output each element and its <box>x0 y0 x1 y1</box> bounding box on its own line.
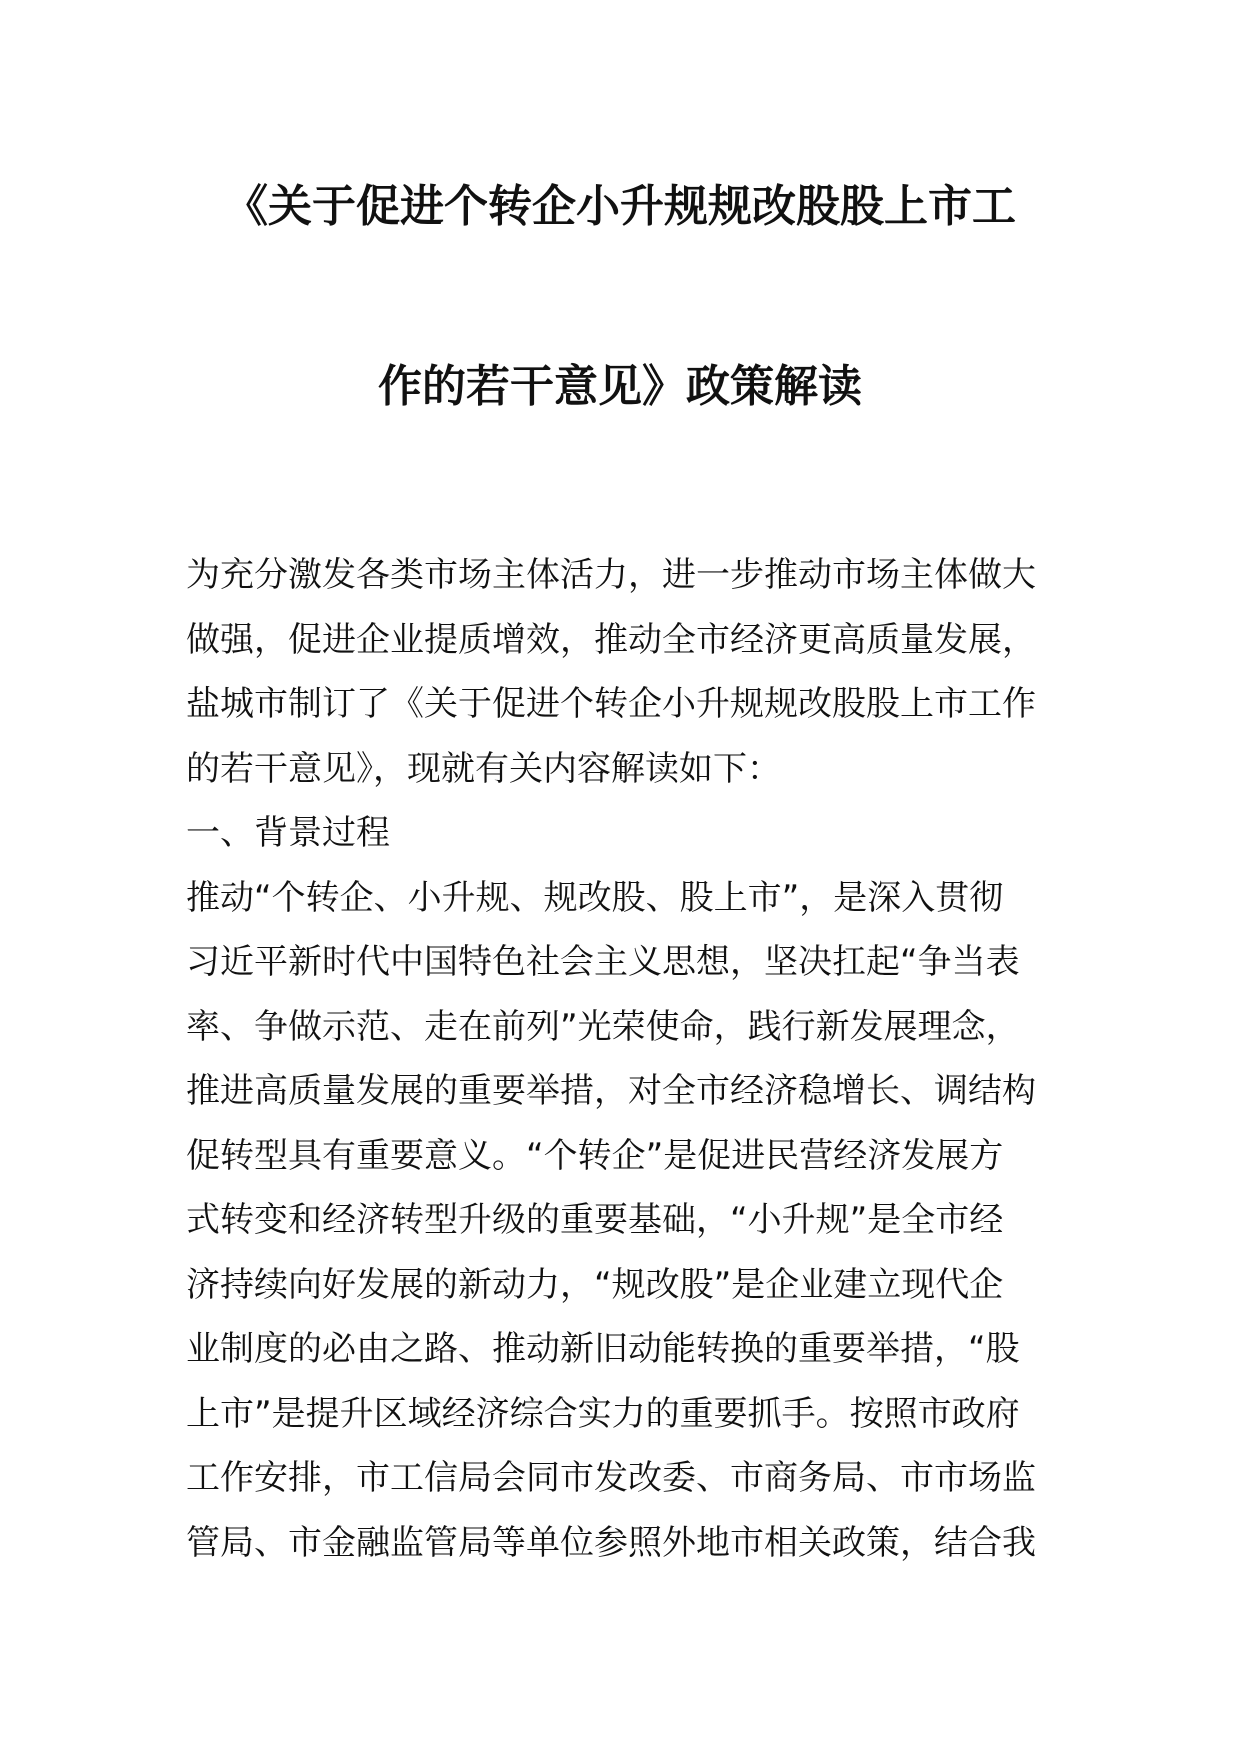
body-line: 习近平新时代中国特色社会主义思想，坚决扛起“争当表 <box>186 942 1020 982</box>
body-line: 推进高质量发展的重要举措，对全市经济稳增长、调结构 <box>186 1071 1036 1111</box>
body-line: 率、争做示范、走在前列”光荣使命，践行新发展理念， <box>186 1006 1020 1047</box>
section-heading: 一、背景过程 <box>186 813 390 853</box>
document-title-line-1: 《关于促进个转企小升规规改股股上市工 <box>224 181 1016 232</box>
body-line: 式转变和经济转型升级的重要基础，“小升规”是全市经 <box>186 1200 1004 1240</box>
body-line: 业制度的必由之路、推动新旧动能转换的重要举措，“股 <box>186 1329 1020 1369</box>
body-line: 推动“个转企、小升规、规改股、股上市”，是深入贯彻 <box>186 877 1004 918</box>
body-line: 上市”是提升区域经济综合实力的重要抓手。按照市政府 <box>186 1393 1020 1434</box>
document-body <box>186 543 1056 1575</box>
body-line: 做强，促进企业提质增效，推动全市经济更高质量发展， <box>186 619 1036 660</box>
body-line: 工作安排，市工信局会同市发改委、市商务局、市市场监 <box>186 1458 1036 1498</box>
document-title-line-2: 作的若干意见》政策解读 <box>378 361 862 412</box>
body-line: 的若干意见》，现就有关内容解读如下： <box>186 748 781 789</box>
body-line: 为充分激发各类市场主体活力，进一步推动市场主体做大 <box>186 555 1036 595</box>
body-line: 盐城市制订了《关于促进个转企小升规规改股股上市工作 <box>186 684 1036 724</box>
body-line: 管局、市金融监管局等单位参照外地市相关政策，结合我 <box>186 1522 1036 1563</box>
body-line: 促转型具有重要意义。“个转企”是促进民营经济发展方 <box>186 1135 1004 1176</box>
body-line: 济持续向好发展的新动力，“规改股”是企业建立现代企 <box>186 1264 1004 1305</box>
